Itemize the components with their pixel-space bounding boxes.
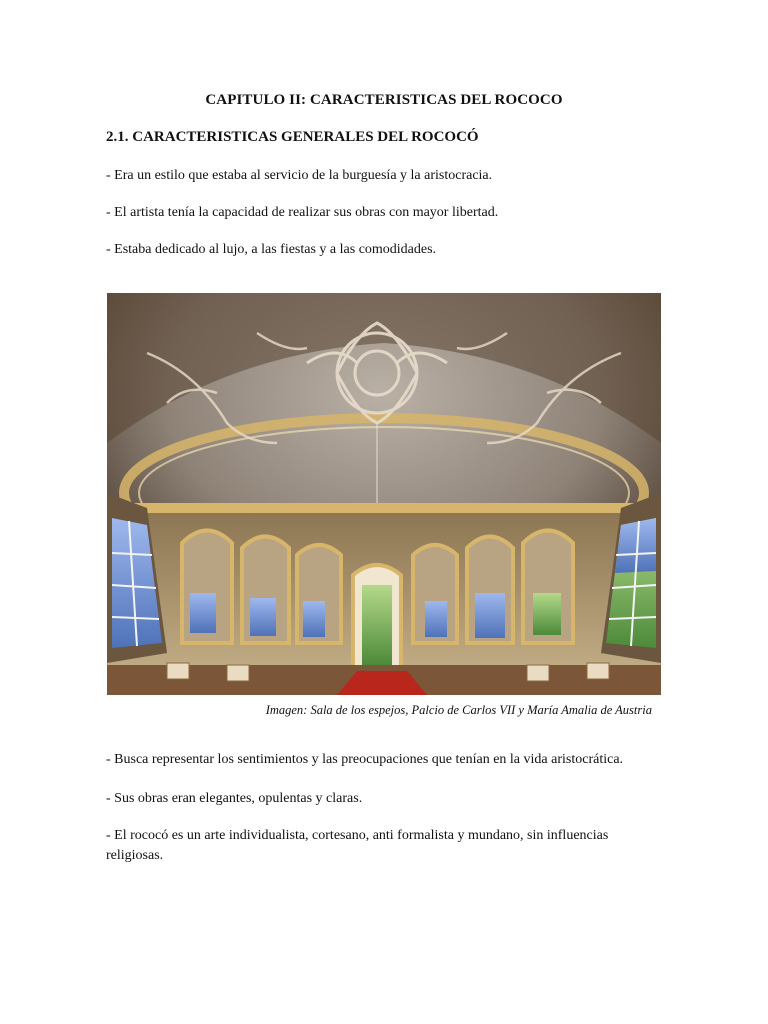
paragraph: - Busca representar los sentimientos y las preocupaciones que tenían en la vida aristocrática. — [106, 752, 624, 767]
figure-caption: Imagen: Sala de los espejos, Palcio de Carlos VII y María Amalia de Austria — [265, 703, 652, 717]
rococo-hall-photo — [107, 293, 661, 695]
rococo-hall-illustration — [107, 293, 661, 695]
paragraph: - Era un estilo que estaba al servicio de la burguesía y la aristocracia. — [106, 168, 493, 183]
paragraph: - El artista tenía la capacidad de realizar sus obras con mayor libertad. — [106, 205, 499, 220]
paragraph: - Sus obras eran elegantes, opulentas y claras. — [106, 791, 363, 806]
paragraph: - El rococó es un arte individualista, cortesano, anti formalista y mundano, sin influencias religiosas. — [106, 828, 609, 863]
paragraph: - Estaba dedicado al lujo, a las fiestas y a las comodidades. — [106, 242, 437, 257]
chapter-title: CAPITULO II: CARACTERISTICAS DEL ROCOCO — [205, 92, 563, 108]
section-title: 2.1. CARACTERISTICAS GENERALES DEL ROCOCÓ — [106, 129, 479, 145]
